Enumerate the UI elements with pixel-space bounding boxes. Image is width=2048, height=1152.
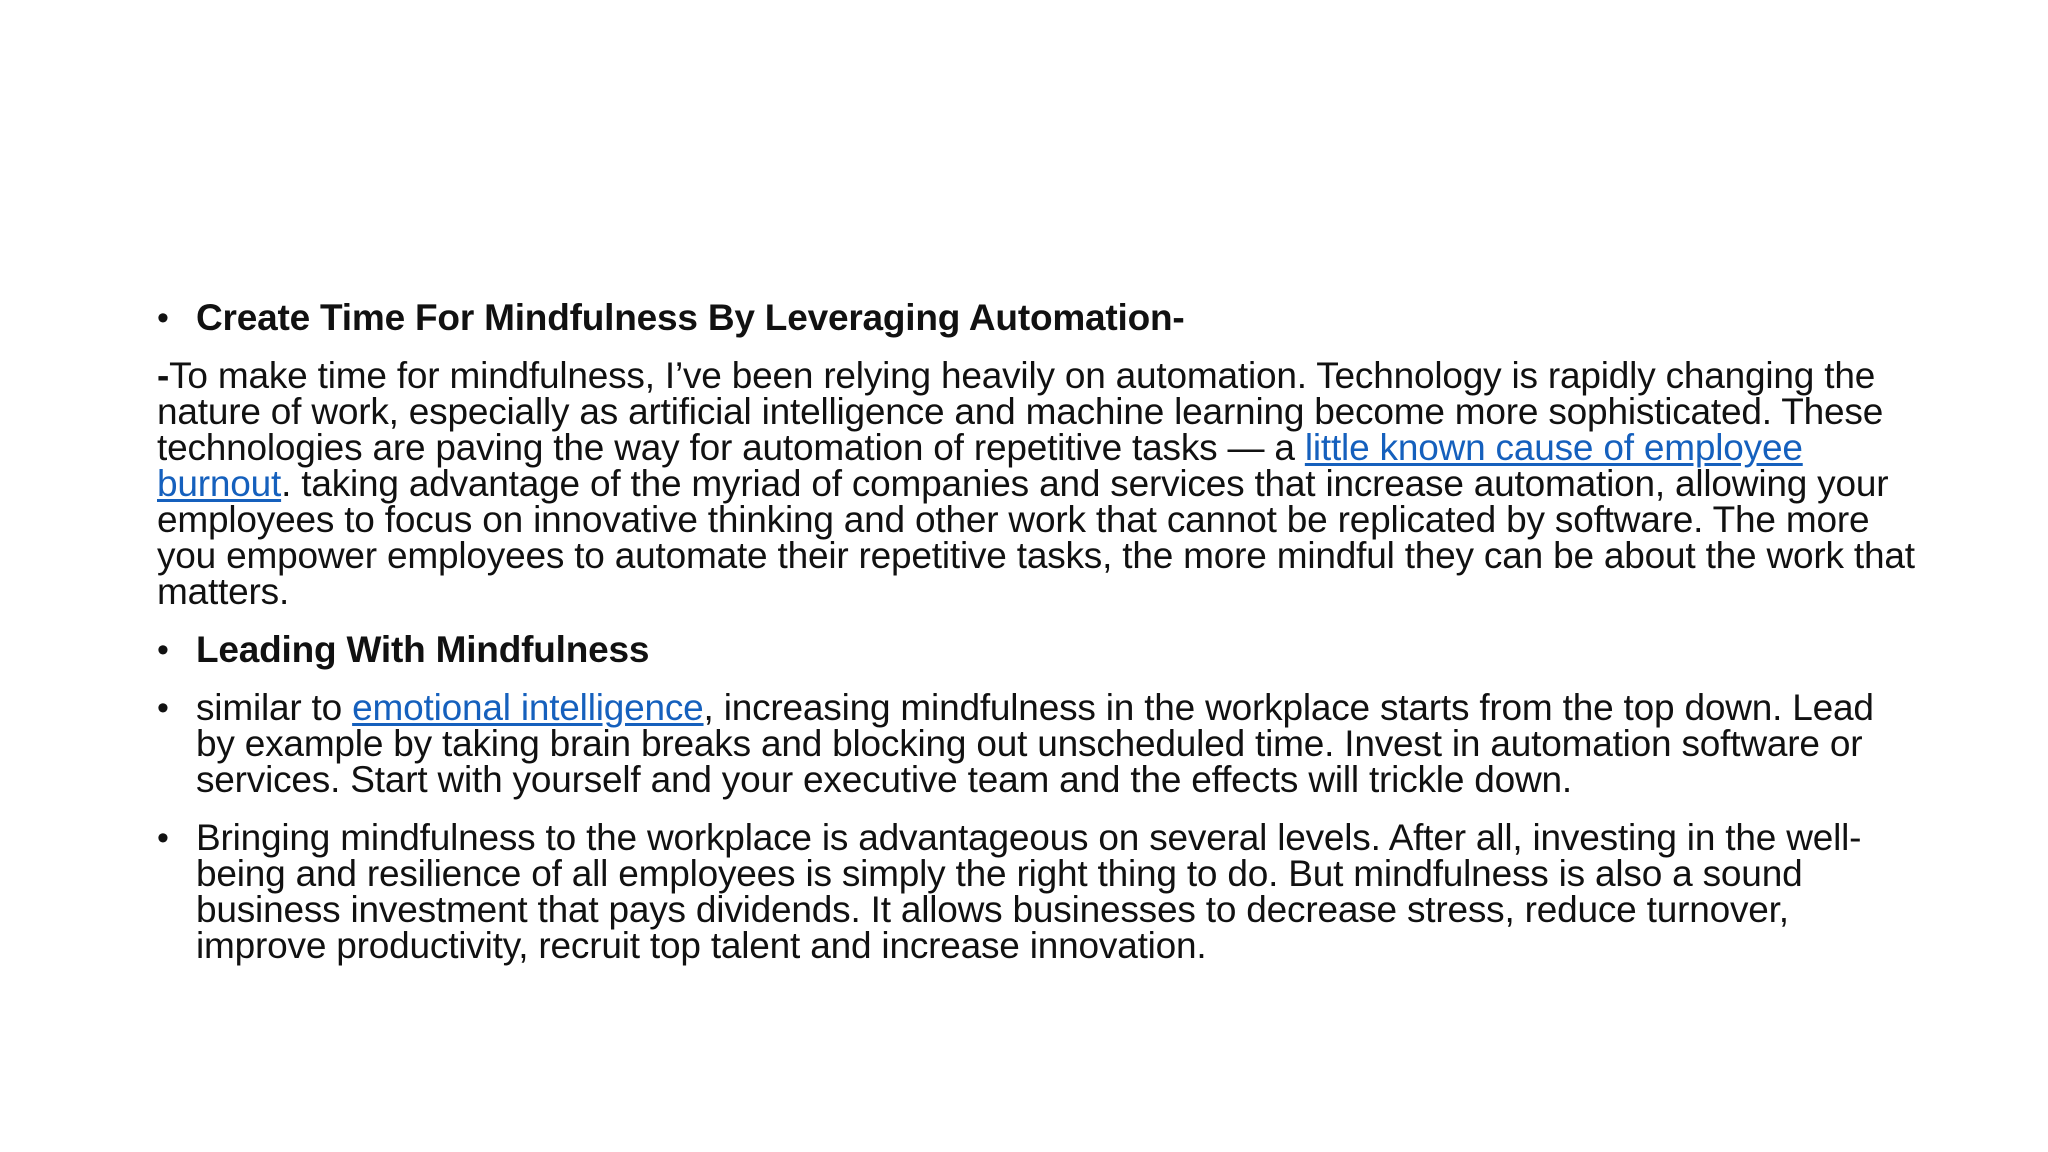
bullet-text: Bringing mindfulness to the workplace is advantageous on several levels. After all, investing in the well-being and resilience of all employees is simply the right thing to do. But mindfulness is also a sound business investment that pays dividends. It allows businesses to decrease stress, reduce turnover, improve productivity, recruit top talent and increase innovation. bbox=[196, 817, 1862, 966]
section-heading: Leading With Mindfulness bbox=[196, 629, 650, 670]
paragraph-text-start: To make time for mindfulness, I’ve been relying heavily on automation. Technology is rapidly changing the nature of work, especially as artificial intelligence and machine learning become more sophisticated. These technologies are paving the way for automation of repetitive tasks — a bbox=[157, 355, 1884, 468]
bullet-dot: • bbox=[157, 631, 169, 669]
slide-body bbox=[157, 297, 1917, 986]
bullet-dot: • bbox=[157, 299, 169, 337]
paragraph-text-end: . taking advantage of the myriad of companies and services that increase automation, allowing your employees to focus on innovative thinking and other work that cannot be replicated by software. The more you empower employees to automate their repetitive tasks, the more mindful they can be about the work that matters. bbox=[157, 463, 1915, 612]
automation-paragraph bbox=[157, 355, 1917, 612]
paragraph-dash: - bbox=[157, 355, 170, 396]
emotional-intelligence-link[interactable]: emotional intelligence bbox=[352, 687, 704, 728]
bullet-heading-automation bbox=[157, 297, 1917, 338]
bullet-dot: • bbox=[157, 689, 169, 727]
bullet-dot: • bbox=[157, 819, 169, 857]
bullet-text-end: , increasing mindfulness in the workplace starts from the top down. Lead by example by taking brain breaks and blocking out unscheduled time. Invest in automation software or services. Start with yourself and your executive team and the effects will trickle down. bbox=[196, 687, 1874, 800]
bullet-text-start: similar to bbox=[196, 687, 353, 728]
bullet-emotional-intelligence bbox=[157, 687, 1917, 800]
employee-burnout-link[interactable]: little known cause of employee burnout bbox=[157, 427, 1803, 504]
bullet-heading-leading bbox=[157, 629, 1917, 670]
section-heading: Create Time For Mindfulness By Leveraging Automation- bbox=[196, 297, 1185, 338]
bullet-workplace-benefits bbox=[157, 817, 1917, 966]
